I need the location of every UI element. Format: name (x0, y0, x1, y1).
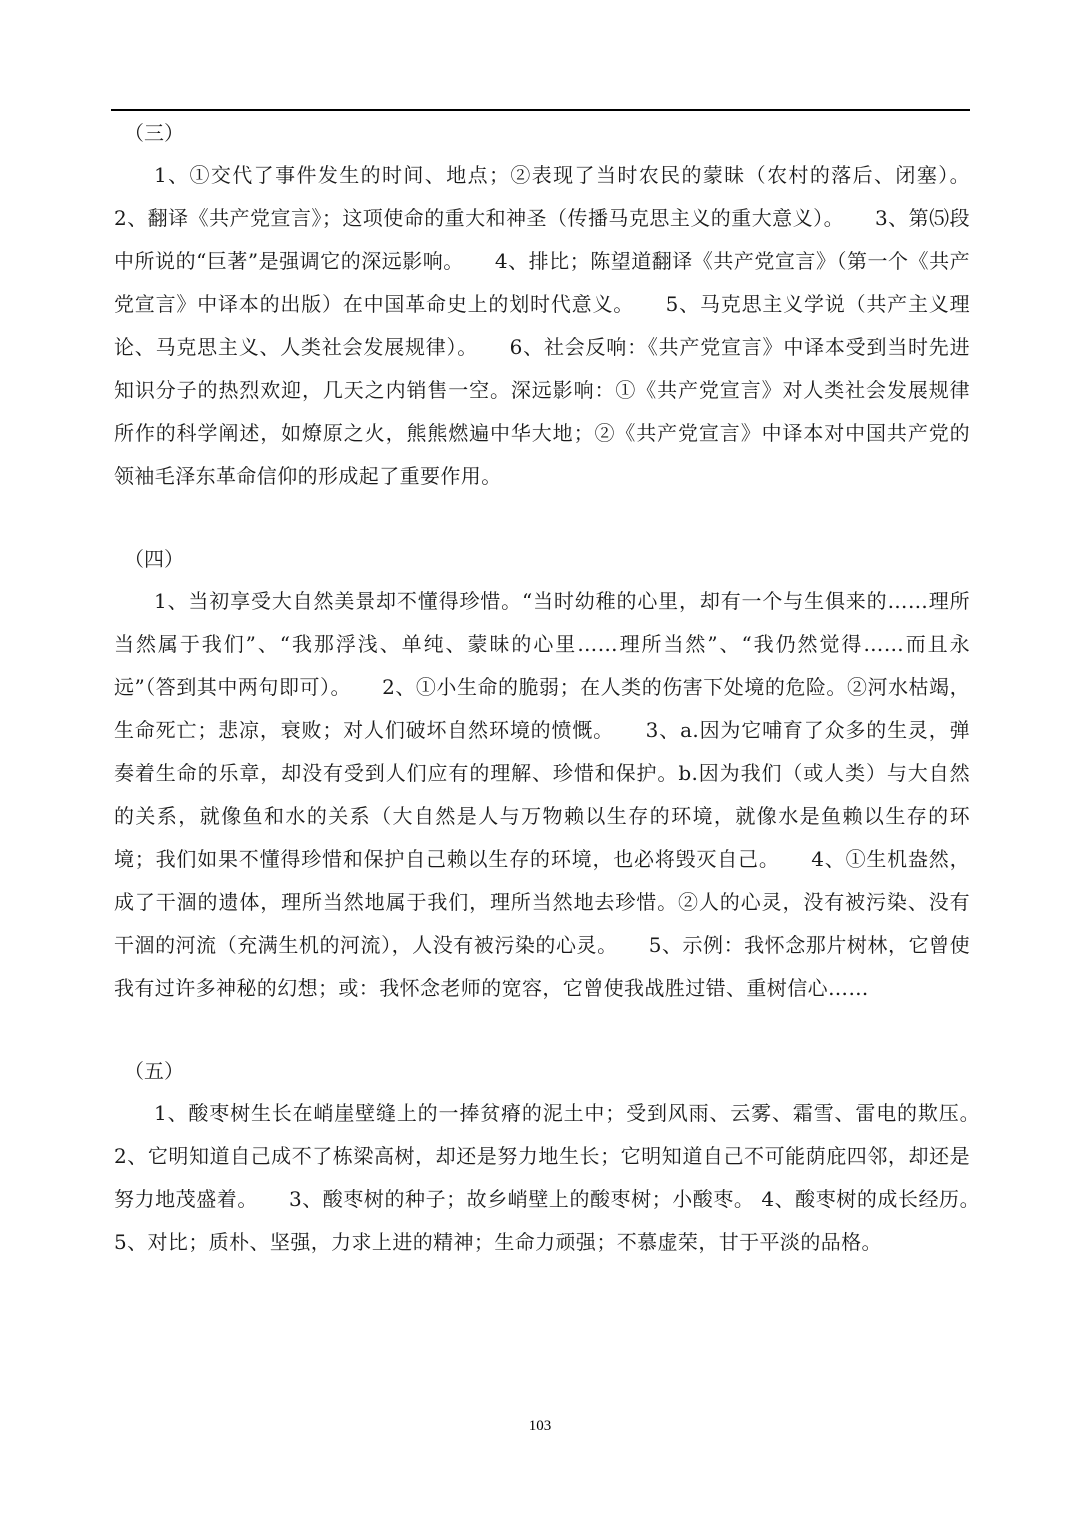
section-body: 1、酸枣树生长在峭崖壁缝上的一捧贫瘠的泥土中；受到风雨、云雾、霜雪、雷电的欺压。 2、它明知道自己成不了栋梁高树，却还是努力地生长；它明知道自己不可能荫庇四邻，却还是努力地茂盛着。 3、酸枣树的种子；故乡峭壁上的酸枣树；小酸枣。 4、酸枣树的成长经历。 5、对比；质朴、坚强，力求上进的精神；生命力顽强；不慕虚荣，甘于平淡的品格。 (114, 1101, 1011, 1254)
section-5 (114, 1050, 1011, 1264)
section-body: 1、①交代了事件发生的时间、地点；②表现了当时农民的蒙昧（农村的落后、闭塞）。 2、翻译《共产党宣言》；这项使命的重大和神圣（传播马克思主义的重大意义）。 3、第⑸段中所说的“巨著”是强调它的深远影响。 4、排比；陈望道翻译《共产党宣言》（第一个《共产党宣言》中译本的出版）在中国革命史上的划时代意义。 5、马克思主义学说（共产主义理论、马克思主义、人类社会发展规律）。 6、社会反响：《共产党宣言》中译本受到当时先进知识分子的热烈欢迎，几天之内销售一空。深远影响：①《共产党宣言》对人类社会发展规律所作的科学阐述，如燎原之火，熊熊燃遍中华大地；②《共产党宣言》中译本对中国共产党的领袖毛泽东革命信仰的形成起了重要作用。 (114, 163, 970, 488)
section-title: （三） (124, 121, 184, 145)
section-body: 1、当初享受大自然美景却不懂得珍惜。“当时幼稚的心里，却有一个与生俱来的……理所当然属于我们”、“我那浮浅、单纯、蒙昧的心里……理所当然”、“我仍然觉得……而且永远”（答到其中两句即可）。 2、①小生命的脆弱；在人类的伤害下处境的危险。②河水枯竭，生命死亡；悲凉，衰败；对人们破坏自然环境的愤慨。 3、a.因为它哺育了众多的生灵，弹奏着生命的乐章，却没有受到人们应有的理解、珍惜和保护。b.因为我们（或人类）与大自然的关系，就像鱼和水的关系（大自然是人与万物赖以生存的环境，就像水是鱼赖以生存的环境；我们如果不懂得珍惜和保护自己赖以生存的环境，也必将毁灭自己。 4、①生机盎然，成了干涸的遗体，理所当然地属于我们，理所当然地去珍惜。②人的心灵，没有被污染、没有干涸的河流（充满生机的河流），人没有被污染的心灵。 5、示例：我怀念那片树林，它曾使我有过许多神秘的幻想；或：我怀念老师的宽容，它曾使我战胜过错、重树信心…… (114, 589, 970, 1000)
header-rule (111, 109, 970, 111)
section-title: （五） (124, 1059, 184, 1083)
page-number: 103 (528, 1418, 552, 1434)
section-title: （四） (124, 547, 184, 571)
section-3 (114, 112, 970, 498)
answer-content (114, 112, 1011, 1264)
section-4 (114, 538, 970, 1010)
